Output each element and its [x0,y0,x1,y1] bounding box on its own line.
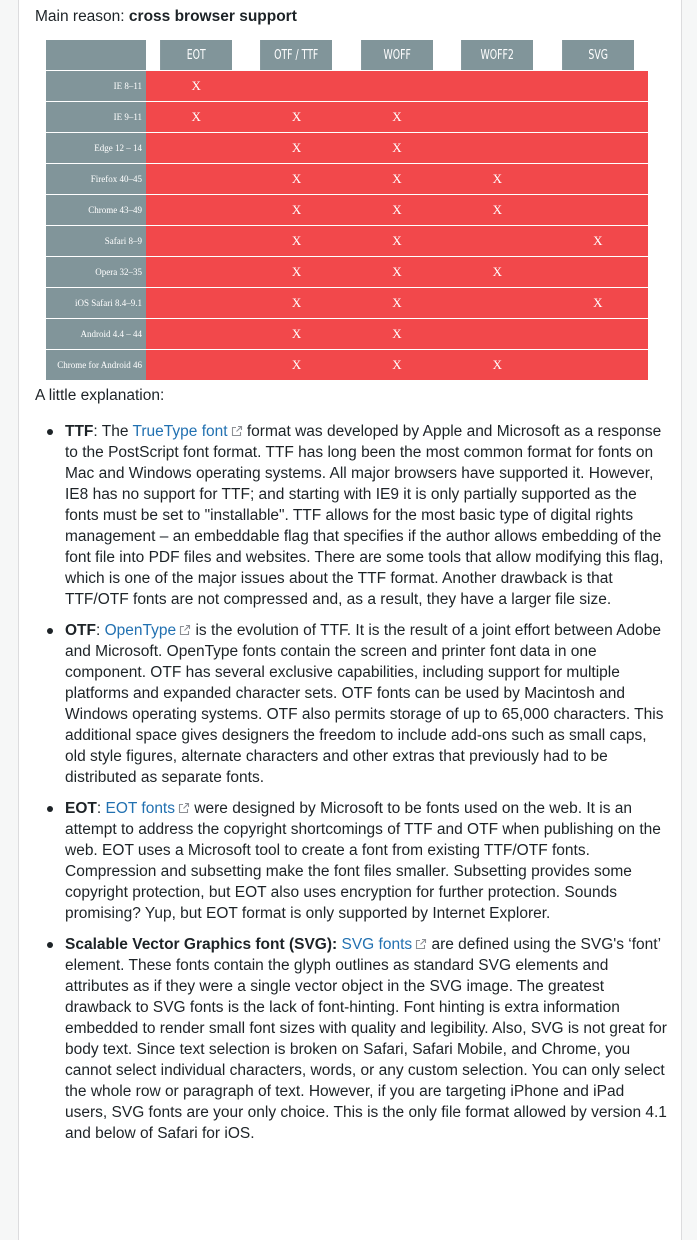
support-cell: X [246,288,346,319]
external-link[interactable] [132,423,242,440]
definition-term: TTF [65,423,94,440]
article-page [18,0,682,1240]
column-header-otf-ttf: OTF / TTF [260,40,332,71]
link-text[interactable]: OpenType [104,622,177,639]
definition-body: is the evolution of TTF. It is the result of a joint effort between Adobe and Microsoft. OpenType fonts contain the screen and printer font data in one component. OTF has several exclusive capabilities, including support for multiple platforms and expanded character sets. OTF fonts can be used by Macintosh and Windows operating systems. OTF also permits storage of up to 65,000 characters. This additional space gives designers the freedom to include add-ons such as small caps, old style figures, alternate characters and other extras that previously had to be distributed as separate fonts. [65,622,664,786]
support-cell: X [146,71,246,102]
link-text[interactable]: EOT fonts [105,800,175,817]
support-cell [447,71,547,102]
article-content [35,0,635,27]
table-corner-cell [46,40,146,71]
support-cell: X [246,350,346,381]
definition-item-ttf [65,421,669,610]
term-separator: : [96,622,105,639]
support-cell [447,102,547,133]
support-cell: X [447,164,547,195]
table-row [46,195,648,226]
support-cell [447,226,547,257]
support-cell: X [246,319,346,350]
browser-name-cell: iOS Safari 8.4–9.1 [46,288,146,319]
support-cell: X [347,319,447,350]
support-cell: X [246,102,346,133]
table-row [46,319,648,350]
browser-name-cell: Safari 8–9 [46,226,146,257]
support-cell [447,133,547,164]
support-cell [548,164,648,195]
support-cell [146,319,246,350]
definition-body: are defined using the SVG's ‘font’ element. These fonts contain the glyph outlines as standard SVG elements and attributes as if they were a single vector object in the SVG image. The greatest drawback to SVG fonts is the lack of font-hinting. Font hinting is extra information embedded to render small font sizes with quality and legibility. Also, SVG is not great for body text. Since text selection is broken on Safari, Safari Mobile, and Chrome, you cannot select individual characters, words, or any custom selection. You can only select the whole row or paragraph of text. However, if you are targeting iPhone and iPad users, SVG fonts are your only choice. This is the only file format allowed by version 4.1 and below of Safari for iOS. [65,936,667,1142]
link-text[interactable]: SVG fonts [341,936,413,953]
external-link-icon[interactable] [178,802,190,814]
support-cell [146,164,246,195]
support-cell [548,257,648,288]
external-link[interactable] [105,622,192,639]
link-text[interactable]: TrueType font [132,423,228,440]
support-cell: X [347,195,447,226]
support-cell [246,71,346,102]
table-row [46,257,648,288]
definition-term: Scalable Vector Graphics font (SVG): [65,936,338,953]
support-cell: X [246,226,346,257]
definition-body: format was developed by Apple and Microsoft as a response to the PostScript font format. TTF has long been the most common format for fonts on Mac and Windows operating systems. All major browsers have supported it. However, IE8 has no support for TTF; and starting with IE9 it is only partially supported as the fonts must be set to "installable". TTF allows for the most basic type of digital rights management – an embeddable flag that specifies if the author allows embedding of the font file into PDF files and websites. There are some tools that allow modifying this flag, which is one of the major issues about the TTF format. Another drawback is that TTF/OTF fonts are not compressed and, as a result, they have a larger file size. [65,423,664,608]
definition-term: EOT [65,800,97,817]
browser-name-cell: Edge 12 – 14 [46,133,146,164]
support-cell [146,133,246,164]
term-separator: : The [93,423,133,440]
support-cell [548,350,648,381]
definition-body: were designed by Microsoft to be fonts used on the web. It is an attempt to address the copyright shortcomings of TTF and OTF when publishing on the web. EOT uses a Microsoft tool to create a font from existing TTF/OTF fonts. Compression and subsetting make the font files smaller. Subsetting provides some copyright protection, but EOT also uses encryption for further protection. Sounds promising? Yup, but EOT format is only supported by Internet Explorer. [65,800,661,922]
support-cell: X [246,164,346,195]
column-header-svg: SVG [562,40,634,71]
external-link[interactable] [342,936,428,953]
browser-name-cell: IE 9–11 [46,102,146,133]
main-reason-label: Main reason: [35,8,129,25]
support-cell [146,226,246,257]
browser-name-cell: Android 4.4 – 44 [46,319,146,350]
support-cell [548,102,648,133]
main-reason-line [35,6,635,27]
definition-item-otf [65,620,669,788]
support-cell: X [347,257,447,288]
table-body [46,71,648,381]
table-row [46,71,648,102]
support-cell [548,195,648,226]
support-cell [146,257,246,288]
external-link[interactable] [106,800,191,817]
definition-item-scalable [65,934,669,1144]
support-cell [146,195,246,226]
column-header-woff: WOFF [361,40,433,71]
column-header-eot: EOT [160,40,232,71]
column-header-woff2: WOFF2 [461,40,533,71]
support-cell: X [548,226,648,257]
table-header-row [46,40,648,71]
format-definitions-list [35,421,669,1154]
main-reason-value: cross browser support [128,8,297,25]
support-cell: X [447,257,547,288]
support-cell: X [246,195,346,226]
external-link-icon[interactable] [231,425,243,437]
table-row [46,133,648,164]
term-separator: : [96,800,106,817]
browser-support-table [46,40,648,381]
table-row [46,164,648,195]
support-cell: X [246,257,346,288]
table-row [46,350,648,381]
support-cell: X [347,133,447,164]
table-row [46,102,648,133]
support-cell: X [146,102,246,133]
definition-term: OTF [65,622,96,639]
support-cell: X [347,288,447,319]
external-link-icon[interactable] [415,938,427,950]
browser-name-cell: Opera 32–35 [46,257,146,288]
support-cell [447,319,547,350]
support-cell: X [548,288,648,319]
support-cell: X [347,102,447,133]
support-cell [347,71,447,102]
support-cell: X [347,226,447,257]
definition-item-eot [65,798,669,924]
support-cell: X [246,133,346,164]
browser-name-cell: Chrome 43–49 [46,195,146,226]
support-cell [548,71,648,102]
support-cell [447,288,547,319]
support-cell [146,288,246,319]
support-cell: X [347,164,447,195]
explanation-heading: A little explanation: [35,387,165,404]
support-cell: X [447,195,547,226]
browser-name-cell: IE 8–11 [46,71,146,102]
support-cell [146,350,246,381]
support-cell: X [447,350,547,381]
support-cell [548,319,648,350]
browser-name-cell: Firefox 40–45 [46,164,146,195]
table-header [46,40,648,71]
external-link-icon[interactable] [179,624,191,636]
support-cell [548,133,648,164]
table-row [46,226,648,257]
browser-name-cell: Chrome for Android 46 [46,350,146,381]
support-cell: X [347,350,447,381]
table-row [46,288,648,319]
